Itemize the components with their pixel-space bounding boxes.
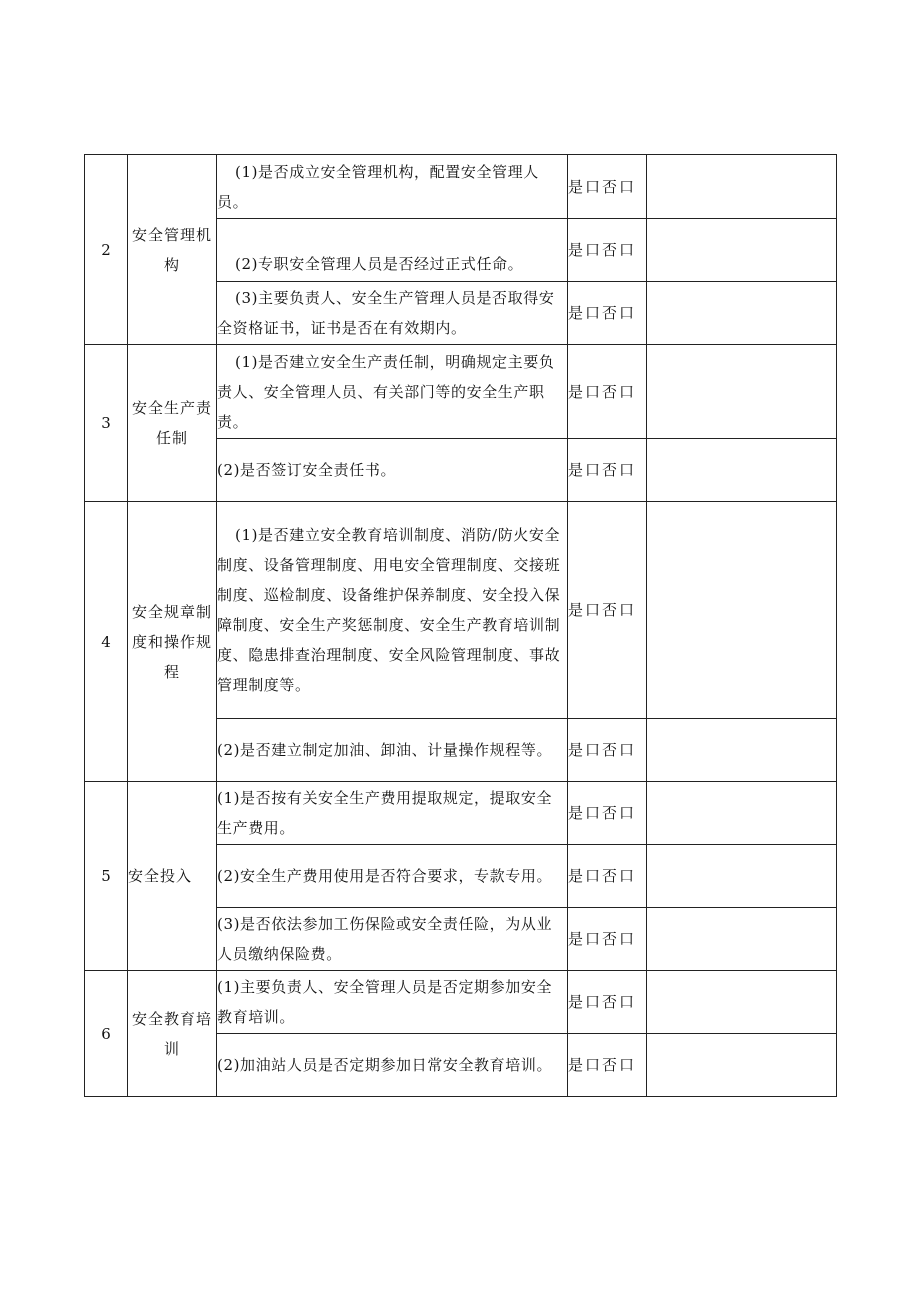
yes-no-checkbox[interactable]: 是口否口 bbox=[568, 282, 647, 345]
table-row bbox=[85, 502, 837, 719]
remark-cell[interactable] bbox=[647, 1034, 837, 1097]
inspection-checklist-table bbox=[84, 154, 837, 1097]
yes-no-checkbox[interactable]: 是口否口 bbox=[568, 971, 647, 1034]
remark-cell[interactable] bbox=[647, 219, 837, 282]
row-category: 安全教育培训 bbox=[128, 971, 217, 1097]
remark-cell[interactable] bbox=[647, 908, 837, 971]
yes-no-checkbox[interactable]: 是口否口 bbox=[568, 219, 647, 282]
row-category: 安全投入 bbox=[128, 782, 217, 971]
table-row bbox=[85, 971, 837, 1034]
check-item: (2)专职安全管理人员是否经过正式任命。 bbox=[217, 219, 568, 282]
check-item: (2)安全生产费用使用是否符合要求，专款专用。 bbox=[217, 845, 568, 908]
row-number: 6 bbox=[85, 971, 128, 1097]
remark-cell[interactable] bbox=[647, 782, 837, 845]
table-row bbox=[85, 782, 837, 845]
yes-no-checkbox[interactable]: 是口否口 bbox=[568, 845, 647, 908]
row-category: 安全管理机构 bbox=[128, 155, 217, 345]
yes-no-checkbox[interactable]: 是口否口 bbox=[568, 155, 647, 219]
remark-cell[interactable] bbox=[647, 345, 837, 439]
check-item: (1)是否成立安全管理机构，配置安全管理人员。 bbox=[217, 155, 568, 219]
check-item: (1)主要负责人、安全管理人员是否定期参加安全教育培训。 bbox=[217, 971, 568, 1034]
row-number: 3 bbox=[85, 345, 128, 502]
remark-cell[interactable] bbox=[647, 971, 837, 1034]
row-number: 2 bbox=[85, 155, 128, 345]
yes-no-checkbox[interactable]: 是口否口 bbox=[568, 1034, 647, 1097]
remark-cell[interactable] bbox=[647, 155, 837, 219]
check-item: (2)是否签订安全责任书。 bbox=[217, 439, 568, 502]
yes-no-checkbox[interactable]: 是口否口 bbox=[568, 439, 647, 502]
yes-no-checkbox[interactable]: 是口否口 bbox=[568, 502, 647, 719]
remark-cell[interactable] bbox=[647, 845, 837, 908]
check-item: (3)主要负责人、安全生产管理人员是否取得安全资格证书，证书是否在有效期内。 bbox=[217, 282, 568, 345]
remark-cell[interactable] bbox=[647, 282, 837, 345]
remark-cell[interactable] bbox=[647, 719, 837, 782]
check-item: (1)是否建立安全教育培训制度、消防/防火安全制度、设备管理制度、用电安全管理制度、交接班制度、巡检制度、设备维护保养制度、安全投入保障制度、安全生产奖惩制度、安全生产教育培训制度、隐患排查治理制度、安全风险管理制度、事故管理制度等。 bbox=[217, 502, 568, 719]
row-number: 5 bbox=[85, 782, 128, 971]
yes-no-checkbox[interactable]: 是口否口 bbox=[568, 719, 647, 782]
yes-no-checkbox[interactable]: 是口否口 bbox=[568, 782, 647, 845]
yes-no-checkbox[interactable]: 是口否口 bbox=[568, 345, 647, 439]
table-row bbox=[85, 155, 837, 219]
row-category: 安全生产责任制 bbox=[128, 345, 217, 502]
remark-cell[interactable] bbox=[647, 439, 837, 502]
check-item: (3)是否依法参加工伤保险或安全责任险，为从业人员缴纳保险费。 bbox=[217, 908, 568, 971]
check-item: (1)是否按有关安全生产费用提取规定，提取安全生产费用。 bbox=[217, 782, 568, 845]
check-item: (1)是否建立安全生产责任制，明确规定主要负责人、安全管理人员、有关部门等的安全生产职责。 bbox=[217, 345, 568, 439]
yes-no-checkbox[interactable]: 是口否口 bbox=[568, 908, 647, 971]
row-category: 安全规章制度和操作规程 bbox=[128, 502, 217, 782]
check-item: (2)是否建立制定加油、卸油、计量操作规程等。 bbox=[217, 719, 568, 782]
row-number: 4 bbox=[85, 502, 128, 782]
remark-cell[interactable] bbox=[647, 502, 837, 719]
table-row bbox=[85, 345, 837, 439]
check-item: (2)加油站人员是否定期参加日常安全教育培训。 bbox=[217, 1034, 568, 1097]
